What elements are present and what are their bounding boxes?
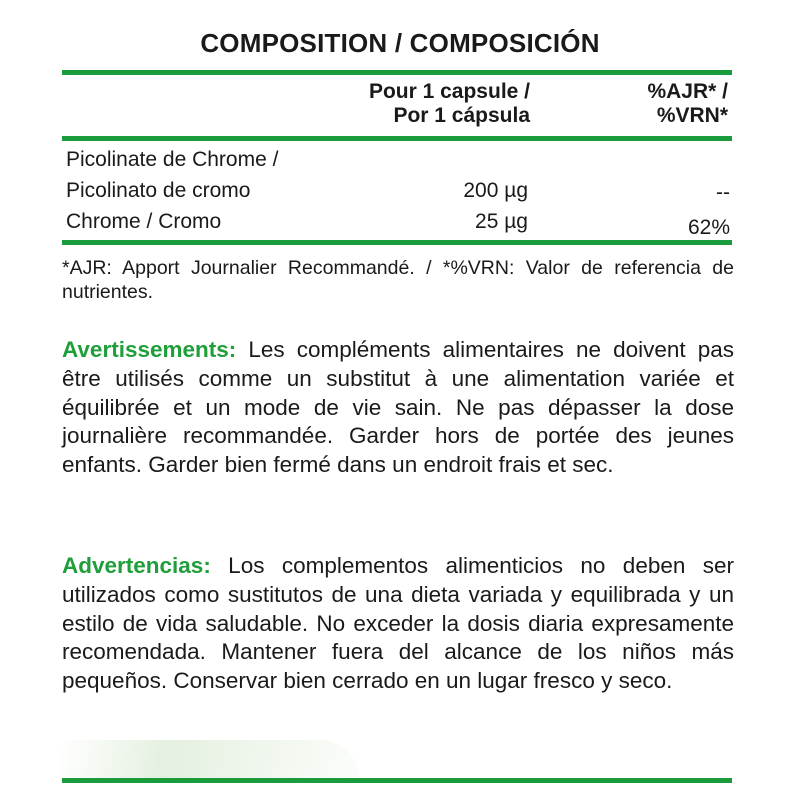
amount-column-header (300, 80, 530, 128)
decorative-swoosh (60, 740, 360, 780)
ingredient-name-line2: Picolinato de cromo (66, 179, 251, 202)
ingredient-percent: -- (716, 181, 730, 204)
ajr-column-header (560, 80, 728, 128)
table-top-rule (62, 70, 732, 75)
table-header-rule (62, 136, 732, 141)
ajr-header-line2: %VRN* (656, 104, 728, 127)
warnings-spanish (62, 552, 734, 696)
composition-title: COMPOSITION / COMPOSICIÓN (200, 28, 600, 58)
warnings-french-lead: Avertissements: (62, 337, 237, 362)
amount-header-line2: Por 1 cápsula (393, 104, 530, 127)
amount-header-line1: Pour 1 capsule / (368, 80, 530, 103)
ingredient-name-line1: Chrome / Cromo (66, 210, 222, 233)
ajr-header-line1: %AJR* / (647, 80, 728, 103)
table-footnote: *AJR: Apport Journalier Recommandé. / *%VRN: Valor de referencia de nutrientes. (62, 257, 734, 303)
ingredient-name-line1: Picolinate de Chrome / (66, 148, 279, 171)
warnings-french-text: Les compléments alimentaires ne doivent pas être utilisés comme un substitut à une alimentation variée et équilibrée et un mode de vie sain. Ne pas dépasser la dose journalière recommandée. Garder hors de portée des jeunes enfants. Garder bien fermé dans un endroit frais et sec. (62, 337, 734, 478)
warnings-spanish-lead: Advertencias: (62, 553, 211, 578)
bottom-rule (62, 778, 732, 783)
table-bottom-rule (62, 240, 732, 245)
warnings-french (62, 336, 734, 480)
ingredient-amount: 200 µg (463, 179, 528, 202)
ingredient-percent: 62% (687, 216, 730, 239)
warnings-spanish-text: Los complementos alimenticios no deben ser utilizados como sustitutos de una dieta variada y equilibrada y un estilo de vida saludable. No exceder la dosis diaria expresamente recomendada. Mantener fuera del alcance de los niños más pequeños. Conservar bien cerrado en un lugar fresco y seco. (62, 553, 734, 694)
ingredient-amount: 25 µg (475, 210, 528, 233)
